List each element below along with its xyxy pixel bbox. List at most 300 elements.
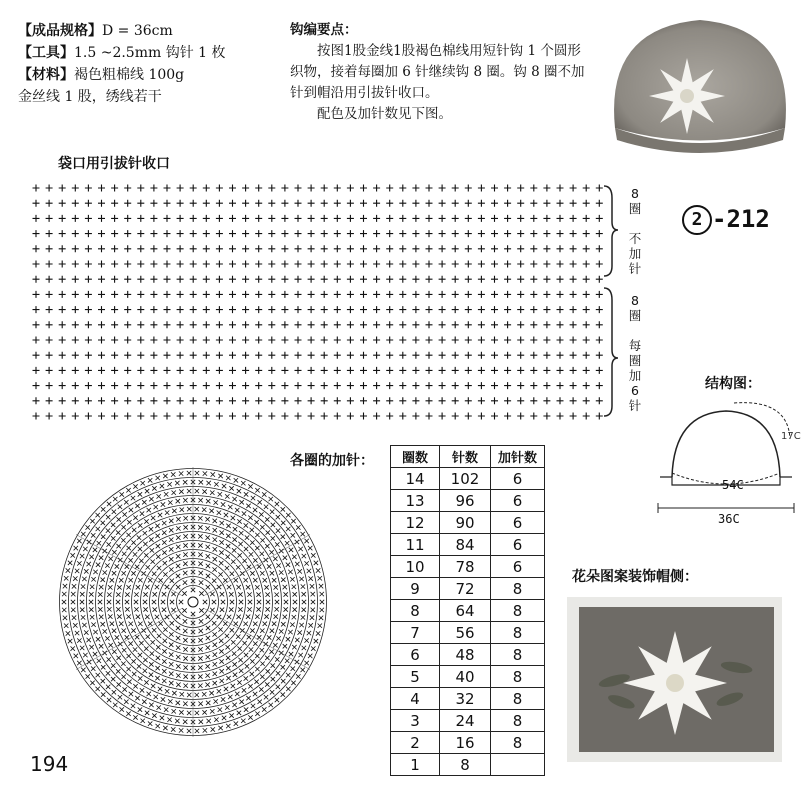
round-stitch-x [126, 667, 130, 671]
stitch-plus [557, 337, 564, 344]
round-stitch-x [220, 592, 224, 596]
round-stitch-x [107, 607, 111, 611]
stitch-plus [216, 291, 223, 298]
round-stitch-x [281, 507, 285, 511]
stitch-plus [308, 306, 315, 313]
round-stitch-x [230, 600, 234, 604]
stitch-plus [347, 245, 354, 252]
round-stitch-x [122, 629, 126, 633]
stitch-plus [399, 291, 406, 298]
round-stitch-x [206, 719, 210, 723]
round-stitch-x [156, 705, 160, 709]
stitch-plus [360, 215, 367, 222]
round-stitch-x [108, 614, 112, 618]
stitch-plus [137, 185, 144, 192]
round-stitch-x [213, 538, 217, 542]
stitch-plus [452, 337, 459, 344]
increase-title: 各圈的加针： [290, 453, 374, 469]
round-stitch-x [71, 608, 75, 612]
stitch-plus [439, 291, 446, 298]
stitch-plus [177, 352, 184, 359]
stitch-plus [570, 306, 577, 313]
stitch-plus [255, 413, 262, 420]
round-stitch-x [198, 638, 202, 642]
round-stitch-x [198, 562, 202, 566]
round-stitch-x [131, 540, 135, 544]
stitch-plus [111, 337, 118, 344]
round-stitch-x [161, 600, 165, 604]
stitch-plus [334, 230, 341, 237]
round-stitch-x [302, 554, 306, 558]
round-stitch-x [125, 635, 129, 639]
notes-paragraph-2: 配色及加针数见下图。 [317, 106, 452, 122]
stitch-plus [478, 291, 485, 298]
stitch-plus [164, 352, 171, 359]
stitch-plus [308, 337, 315, 344]
round-stitch-x [169, 643, 173, 647]
table-row [391, 710, 545, 732]
round-stitch-x [281, 521, 285, 525]
stitch-plus [321, 413, 328, 420]
stitch-plus [281, 291, 288, 298]
round-stitch-x [237, 489, 241, 493]
stitch-plus [255, 291, 262, 298]
round-stitch-x [175, 481, 179, 485]
stitch-plus [137, 230, 144, 237]
stitch-plus [426, 200, 433, 207]
round-stitch-x [116, 592, 120, 596]
stitch-plus [177, 291, 184, 298]
round-stitch-x [283, 585, 287, 589]
round-stitch-x [175, 719, 179, 723]
stitch-plus [504, 382, 511, 389]
spec-tool [18, 42, 226, 64]
round-stitch-x [267, 635, 271, 639]
stitch-plus [439, 261, 446, 268]
stitch-plus [33, 337, 40, 344]
stitch-plus [72, 245, 79, 252]
stitch-plus [504, 397, 511, 404]
stitch-plus [439, 200, 446, 207]
stitch-plus [295, 306, 302, 313]
table-row [391, 578, 545, 600]
round-stitch-x [288, 630, 292, 634]
stitch-plus [98, 352, 105, 359]
stitch-plus [439, 185, 446, 192]
stitch-plus [72, 200, 79, 207]
stitch-plus [295, 397, 302, 404]
stitch-plus [295, 382, 302, 389]
stitch-plus [295, 245, 302, 252]
round-stitch-x [71, 600, 75, 604]
stitch-plus [46, 352, 53, 359]
round-stitch-x [213, 643, 217, 647]
stitch-plus [98, 321, 105, 328]
round-stitch-x [172, 691, 176, 695]
stitch-plus [203, 397, 210, 404]
stitch-plus [373, 306, 380, 313]
round-stitch-x [145, 711, 149, 715]
round-stitch-x [127, 520, 131, 524]
round-stitch-x [101, 692, 105, 696]
round-stitch-x [226, 524, 230, 528]
notes-block [290, 20, 590, 125]
round-stitch-x [244, 547, 248, 551]
round-stitch-x [122, 552, 126, 556]
round-stitch-x [212, 567, 216, 571]
round-stitch-x [119, 622, 123, 626]
round-stitch-x [214, 717, 218, 721]
round-stitch-x [265, 682, 269, 686]
stitch-plus [164, 245, 171, 252]
round-stitch-x [301, 584, 305, 588]
table-cell: 6 [491, 468, 545, 490]
stitch-plus [177, 397, 184, 404]
stitch-plus [268, 321, 275, 328]
round-stitch-x [169, 662, 173, 666]
round-stitch-x [150, 548, 154, 552]
table-header: 圈数 [391, 446, 440, 468]
round-stitch-x [179, 471, 183, 475]
round-stitch-x [311, 600, 315, 604]
stitch-plus [150, 337, 157, 344]
stitch-plus [203, 367, 210, 374]
round-stitch-x [183, 534, 187, 538]
round-stitch-x [134, 592, 138, 596]
stitch-plus [46, 367, 53, 374]
round-stitch-x [246, 585, 250, 589]
round-stitch-x [275, 542, 279, 546]
stitch-plus [386, 261, 393, 268]
round-stitch-x [162, 592, 166, 596]
stitch-plus [347, 413, 354, 420]
stitch-plus [295, 230, 302, 237]
round-stitch-x [260, 675, 264, 679]
stitch-plus [360, 367, 367, 374]
round-stitch-x [183, 638, 187, 642]
stitch-plus [557, 291, 564, 298]
round-stitch-x [213, 681, 217, 685]
round-stitch-x [226, 476, 230, 480]
table-cell: 84 [440, 534, 491, 556]
stitch-plus [59, 291, 66, 298]
stitch-plus [543, 185, 550, 192]
stitch-plus [386, 367, 393, 374]
stitch-plus [321, 397, 328, 404]
round-stitch-x [299, 623, 303, 627]
round-stitch-x [218, 572, 222, 576]
round-stitch-x [254, 520, 258, 524]
round-stitch-x [213, 699, 217, 703]
stitch-plus [33, 276, 40, 283]
stitch-plus [268, 230, 275, 237]
round-stitch-x [279, 570, 283, 574]
label-char: 针 [628, 398, 642, 413]
spec-material-extra: 金丝线 1 股，绣线若干 [18, 89, 162, 105]
stitch-plus [124, 413, 131, 420]
stitch-plus [412, 321, 419, 328]
round-stitch-x [118, 505, 122, 509]
round-stitch-x [293, 600, 297, 604]
stitch-plus [478, 382, 485, 389]
stitch-plus [216, 352, 223, 359]
stitch-plus [150, 382, 157, 389]
stitch-plus [46, 200, 53, 207]
stitch-plus [242, 215, 249, 222]
stitch-plus [412, 185, 419, 192]
round-stitch-x [171, 608, 175, 612]
round-stitch-x [271, 677, 275, 681]
stitch-plus [268, 245, 275, 252]
round-stitch-x [290, 577, 294, 581]
stitch-plus [46, 306, 53, 313]
stitch-plus [373, 321, 380, 328]
round-stitch-x [96, 637, 100, 641]
round-stitch-x [90, 615, 94, 619]
stitch-plus [164, 215, 171, 222]
round-stitch-x [241, 481, 245, 485]
structure-diameter-label: 36C [718, 512, 740, 526]
stitch-plus [557, 185, 564, 192]
round-stitch-x [195, 507, 199, 511]
round-stitch-x [179, 728, 183, 732]
round-stitch-x [256, 607, 260, 611]
round-stitch-x [238, 607, 242, 611]
round-stitch-x [210, 709, 214, 713]
stitch-plus [465, 413, 472, 420]
stitch-plus [281, 367, 288, 374]
stitch-plus [334, 276, 341, 283]
stitch-plus [452, 276, 459, 283]
round-stitch-x [183, 543, 187, 547]
round-stitch-x [300, 532, 304, 536]
stitch-plus [504, 337, 511, 344]
round-stitch-x [246, 615, 250, 619]
round-stitch-x [202, 507, 206, 511]
stitch-plus [33, 382, 40, 389]
round-stitch-x [117, 585, 121, 589]
round-stitch-x [148, 478, 152, 482]
round-stitch-x [162, 649, 166, 653]
round-stitch-x [134, 607, 138, 611]
round-stitch-x [199, 480, 203, 484]
round-stitch-x [176, 564, 180, 568]
round-stitch-x [234, 578, 238, 582]
round-stitch-x [220, 531, 224, 535]
stitch-plus [399, 352, 406, 359]
round-stitch-x [311, 608, 315, 612]
stitch-plus [137, 413, 144, 420]
table-cell: 2 [391, 732, 440, 754]
stitch-plus [216, 337, 223, 344]
round-stitch-x [260, 661, 264, 665]
round-stitch-x [138, 676, 142, 680]
round-stitch-x [242, 559, 246, 563]
round-stitch-x [205, 664, 209, 668]
stitch-plus [281, 185, 288, 192]
round-stitch-x [81, 668, 85, 672]
round-stitch-x [117, 614, 121, 618]
stitch-plus [517, 200, 524, 207]
round-stitch-x [171, 592, 175, 596]
round-stitch-x [121, 661, 125, 665]
round-stitch-x [198, 552, 202, 556]
round-stitch-x [149, 537, 153, 541]
round-stitch-x [308, 654, 312, 658]
table-cell: 6 [391, 644, 440, 666]
stitch-plus [321, 352, 328, 359]
round-stitch-x [248, 484, 252, 488]
stitch-plus [517, 291, 524, 298]
stitch-plus [543, 215, 550, 222]
round-stitch-x [131, 496, 135, 500]
stitch-plus [570, 276, 577, 283]
round-stitch-x [206, 481, 210, 485]
round-stitch-x [285, 541, 289, 545]
stitch-plus [242, 413, 249, 420]
round-stitch-x [219, 659, 223, 663]
stitch-plus [33, 185, 40, 192]
round-stitch-x [170, 621, 174, 625]
round-stitch-x [110, 578, 114, 582]
stitch-plus [281, 382, 288, 389]
stitch-plus [242, 291, 249, 298]
round-stitch-x [147, 508, 151, 512]
stitch-plus [124, 215, 131, 222]
round-stitch-x [234, 622, 238, 626]
stitch-plus [543, 382, 550, 389]
stitch-plus [85, 200, 92, 207]
round-stitch-x [133, 516, 137, 520]
round-stitch-x [319, 616, 323, 620]
stitch-plus [281, 230, 288, 237]
round-stitch-x [292, 645, 296, 649]
round-stitch-x [168, 699, 172, 703]
stitch-plus [321, 245, 328, 252]
table-row [391, 556, 545, 578]
table-cell: 3 [391, 710, 440, 732]
round-stitch-x [283, 607, 287, 611]
round-stitch-x [221, 502, 225, 506]
stitch-plus [321, 367, 328, 374]
stitch-plus [216, 276, 223, 283]
round-stitch-x [142, 500, 146, 504]
round-stitch-x [176, 645, 180, 649]
stitch-plus [426, 215, 433, 222]
notes-paragraph-1: 按图1股金线1股褐色棉线用短针钩 1 个圆形织物，接着每圈加 6 针继续钩 8 圈。钩 8 圈不加针到帽沿用引拔针收口。 [290, 43, 585, 101]
stitch-plus [124, 352, 131, 359]
round-stitch-x [242, 688, 246, 692]
round-stitch-x [162, 679, 166, 683]
round-stitch-x [140, 688, 144, 692]
stitch-plus [98, 276, 105, 283]
stitch-plus [478, 321, 485, 328]
round-stitch-x [143, 592, 147, 596]
round-stitch-x [145, 615, 149, 619]
stitch-plus [203, 261, 210, 268]
stitch-plus [255, 367, 262, 374]
round-stitch-x [229, 607, 233, 611]
stitch-plus [570, 367, 577, 374]
round-stitch-x [161, 697, 165, 701]
stitch-plus [124, 321, 131, 328]
round-stitch-x [154, 505, 158, 509]
round-stitch-x [225, 494, 229, 498]
stitch-plus [150, 200, 157, 207]
round-stitch-x [195, 471, 199, 475]
round-stitch-x [311, 553, 315, 557]
round-stitch-x [133, 715, 137, 719]
stitch-plus [308, 367, 315, 374]
round-stitch-x [271, 536, 275, 540]
round-stitch-x [203, 471, 207, 475]
table-cell: 11 [391, 534, 440, 556]
stitch-plus [295, 352, 302, 359]
round-stitch-x [227, 615, 231, 619]
stitch-plus [216, 245, 223, 252]
round-stitch-x [107, 592, 111, 596]
round-stitch-x [187, 711, 191, 715]
stitch-plus [124, 382, 131, 389]
stitch-plus [399, 261, 406, 268]
stitch-plus [373, 367, 380, 374]
round-stitch-x [144, 646, 148, 650]
round-stitch-x [283, 644, 287, 648]
stitch-plus [452, 306, 459, 313]
stitch-plus [268, 185, 275, 192]
stitch-plus [242, 306, 249, 313]
table-cell: 64 [440, 600, 491, 622]
stitch-plus [268, 337, 275, 344]
round-stitch-x [77, 561, 81, 565]
table-cell: 6 [491, 556, 545, 578]
stitch-plus [570, 413, 577, 420]
stitch-plus [177, 245, 184, 252]
round-stitch-x [172, 490, 176, 494]
stitch-plus [386, 291, 393, 298]
stitch-plus [426, 352, 433, 359]
stitch-plus [137, 261, 144, 268]
round-stitch-x [162, 521, 166, 525]
stitch-plus [583, 321, 590, 328]
round-stitch-x [106, 528, 110, 532]
stitch-plus [177, 321, 184, 328]
round-stitch-x [111, 536, 115, 540]
round-stitch-x [116, 544, 120, 548]
round-stitch-x [151, 516, 155, 520]
stitch-plus [72, 413, 79, 420]
stitch-plus [85, 321, 92, 328]
round-stitch-x [112, 690, 116, 694]
stitch-plus [111, 382, 118, 389]
stitch-plus [478, 276, 485, 283]
round-stitch-x [218, 627, 222, 631]
round-stitch-x [140, 511, 144, 515]
stitch-plus [334, 321, 341, 328]
stitch-plus [557, 321, 564, 328]
round-stitch-x [260, 538, 264, 542]
spec-size [18, 20, 226, 42]
round-stitch-x [136, 585, 140, 589]
round-stitch-x [298, 653, 302, 657]
stitch-plus [426, 397, 433, 404]
stitch-plus [190, 382, 197, 389]
stitch-plus [72, 276, 79, 283]
round-stitch-x [314, 561, 318, 565]
round-stitch-x [89, 645, 93, 649]
round-stitch-x [206, 626, 210, 630]
round-stitch-x [101, 665, 105, 669]
